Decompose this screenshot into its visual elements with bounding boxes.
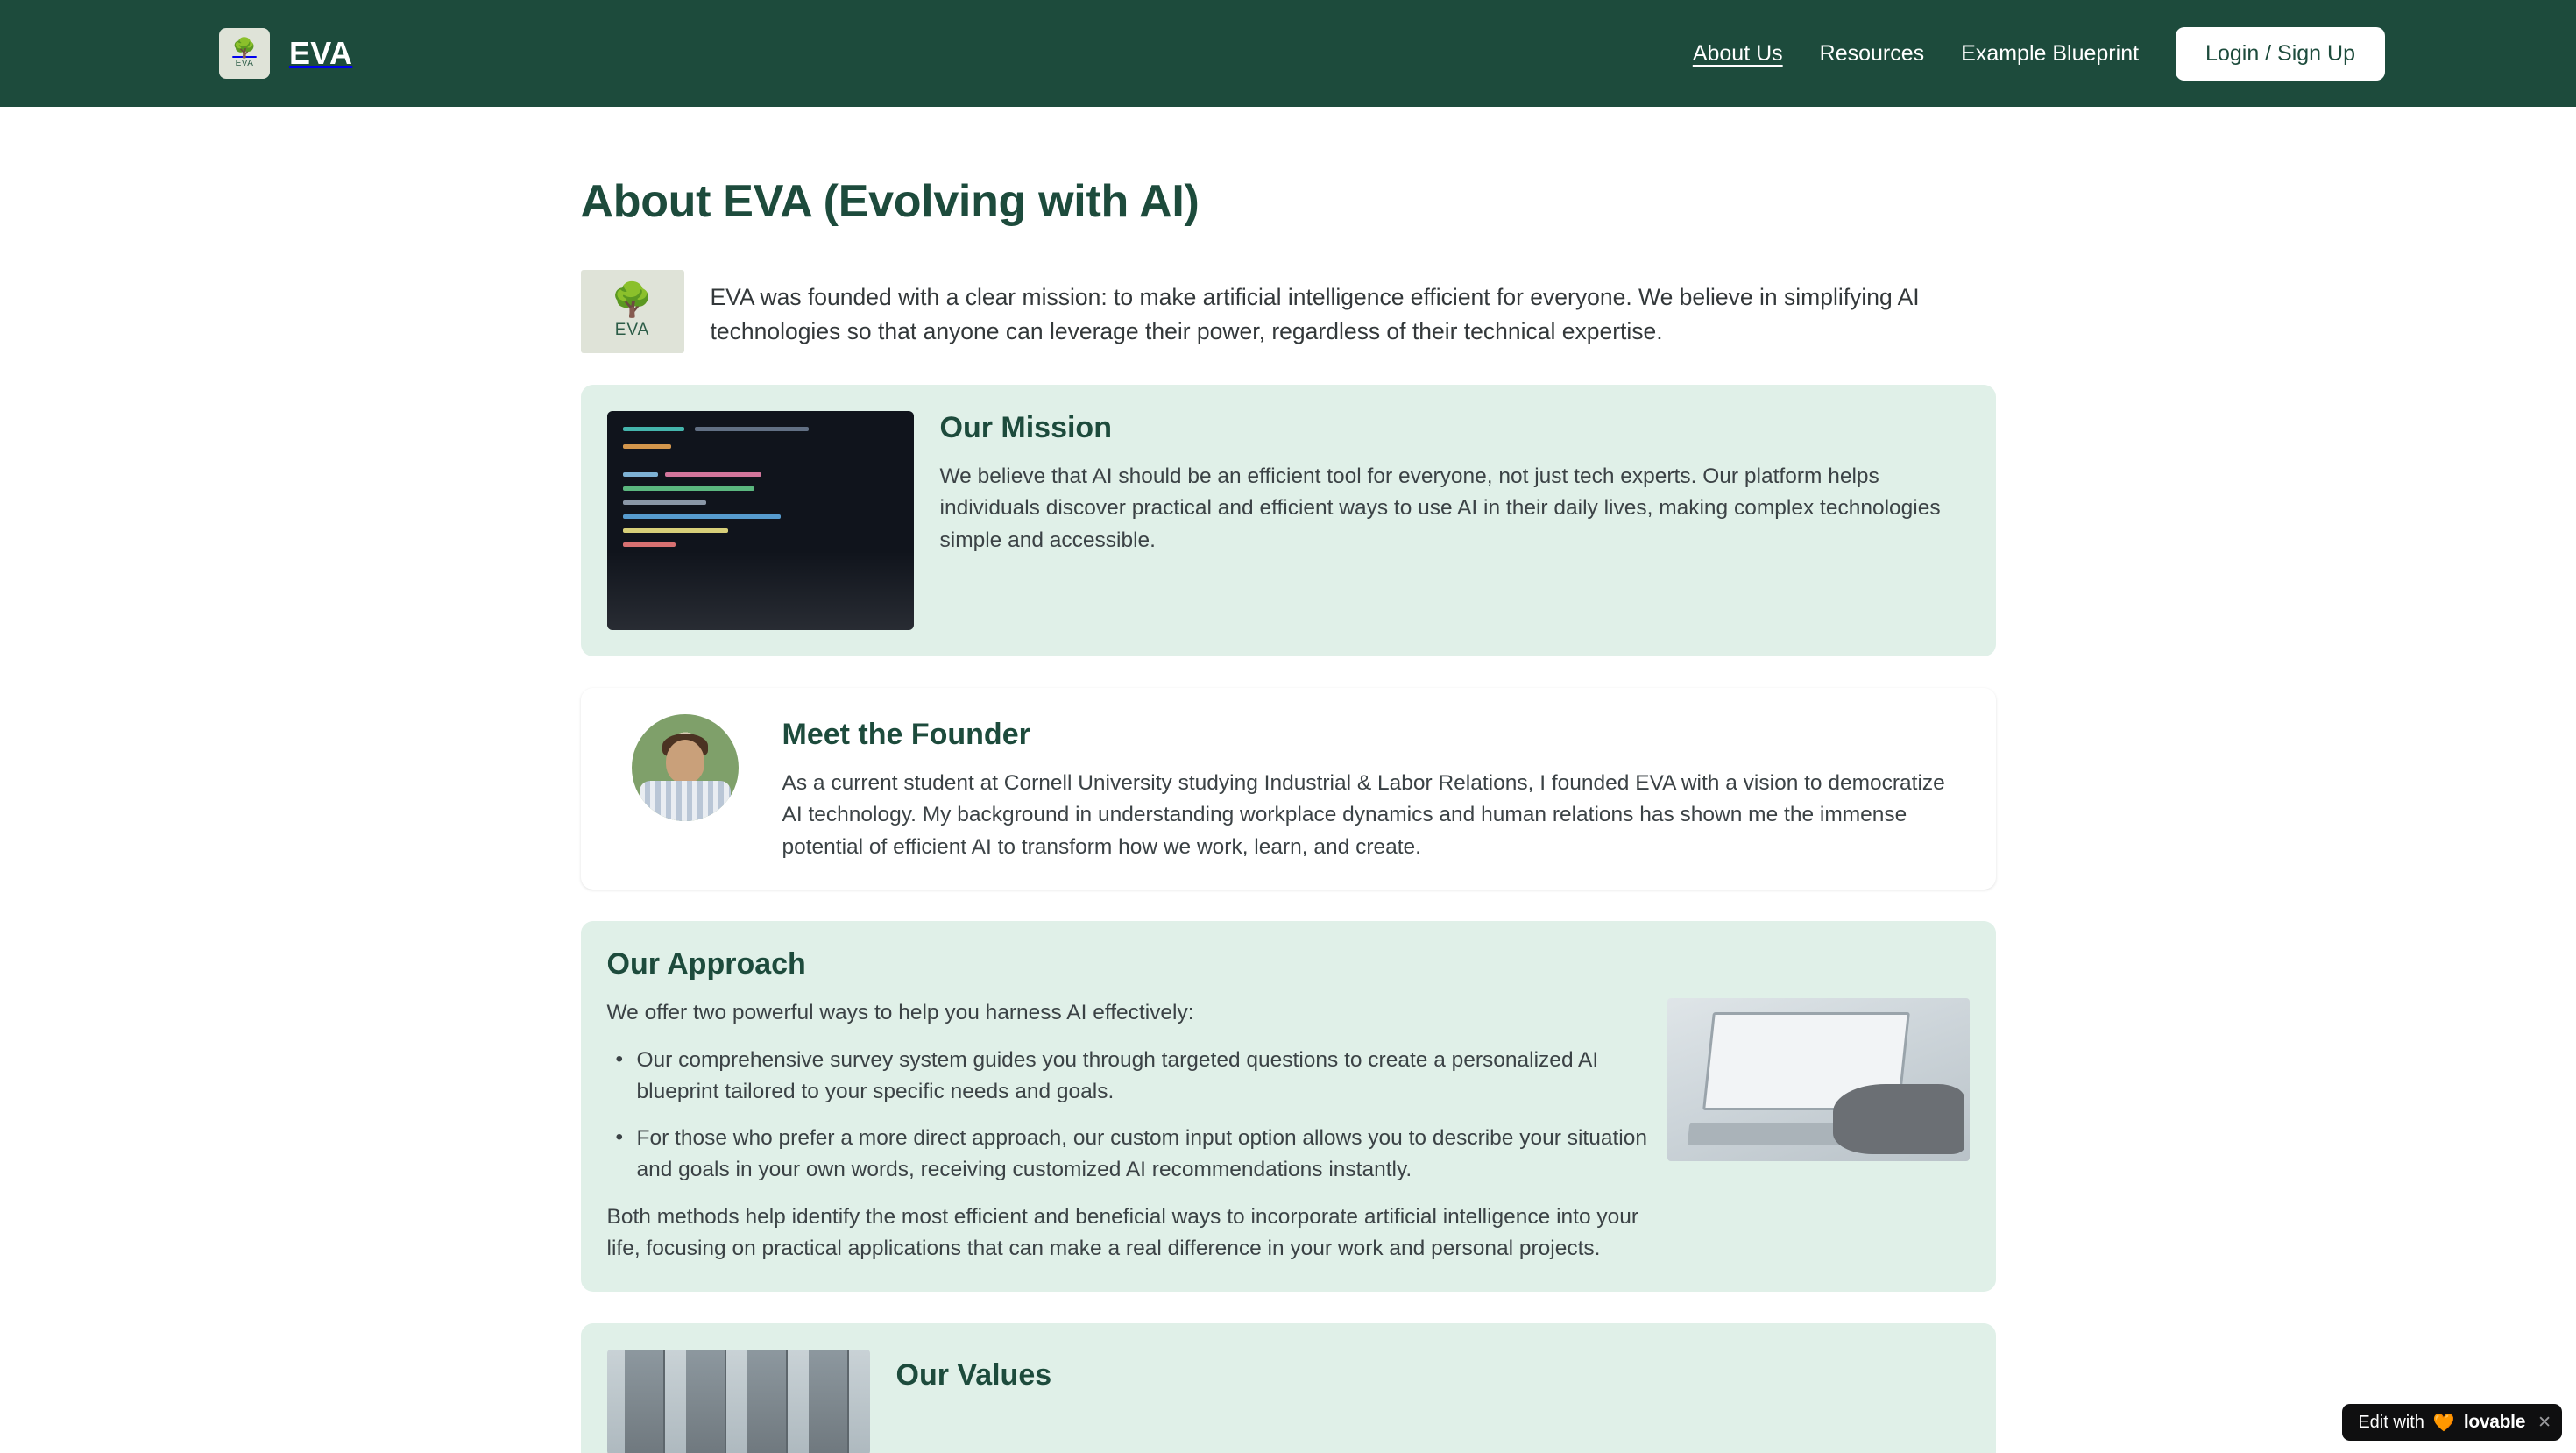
heart-icon: 🧡 xyxy=(2432,1413,2455,1433)
founder-body: As a current student at Cornell University studying Industrial & Labor Relations, I founded EVA with a vision to democratize AI technology. My background in understanding workplace dynamics and human relations has shown me the immense potential of efficient AI to transform how we work, learn, and create. xyxy=(782,771,1945,859)
approach-heading: Our Approach xyxy=(606,946,806,981)
brand-home-link[interactable] xyxy=(219,28,352,79)
lovable-wordmark: lovable xyxy=(2463,1412,2526,1432)
top-navigation-bar xyxy=(0,0,2576,107)
approach-bullet-list xyxy=(607,1045,1650,1186)
close-icon[interactable]: ✕ xyxy=(2537,1413,2551,1432)
values-heading: Our Values xyxy=(895,1357,1052,1392)
laptop-typing-image xyxy=(1667,998,1970,1161)
approach-card xyxy=(581,921,1996,1292)
page-content xyxy=(0,107,2576,1453)
edit-with-label: Edit with xyxy=(2358,1412,2424,1432)
approach-lead: We offer two powerful ways to help you harness AI effectively: xyxy=(606,1000,1194,1024)
founder-heading: Meet the Founder xyxy=(782,718,1030,751)
code-screenshot-image xyxy=(607,411,914,630)
logo-wordmark: EVA xyxy=(614,320,650,339)
mission-card xyxy=(581,385,1996,656)
nav-item-about-us[interactable]: About Us xyxy=(1692,40,1783,66)
intro-paragraph: EVA was founded with a clear mission: to make artificial intelligence efficient for everyone. We believe in simplifying AI technologies so that anyone can leverage their power, regardless of their technical expertise. xyxy=(710,284,1920,344)
logo-wordmark: EVA xyxy=(235,59,254,68)
lovable-edit-badge[interactable] xyxy=(2342,1404,2562,1441)
approach-bullet-1: • Our comprehensive survey system guides you through targeted questions to create a personalized AI blueprint tailored to your specific needs and goals. xyxy=(607,1045,1650,1109)
nav-item-example-blueprint[interactable]: Example Blueprint xyxy=(1961,40,2140,66)
login-signup-button[interactable]: Login / Sign Up xyxy=(2176,27,2385,81)
page-title: About EVA (Evolving with AI) xyxy=(580,176,1200,227)
brand-name: EVA xyxy=(289,35,353,71)
founder-card xyxy=(581,688,1996,890)
mission-body: We believe that AI should be an efficient tool for everyone, not just tech experts. Our platform helps individuals discover practical and efficient ways to use AI in their daily lives, making complex technologies simple and accessible. xyxy=(939,464,1941,552)
server-room-image xyxy=(607,1350,870,1453)
values-card xyxy=(581,1323,1996,1453)
approach-closing: Both methods help identify the most efficient and beneficial ways to incorporate artificial intelligence into your life, focusing on practical applications that can make a real difference in your work and personal projects. xyxy=(606,1205,1639,1261)
eva-mark-icon xyxy=(581,270,684,353)
tree-icon: 🌳 xyxy=(232,37,257,59)
eva-logo-icon xyxy=(219,28,270,79)
mission-heading: Our Mission xyxy=(939,411,1112,444)
approach-bullet-2: • For those who prefer a more direct approach, our custom input option allows you to describe your situation and goals in your own words, receiving customized AI recommendations instantly. xyxy=(607,1123,1650,1187)
nav-links-group xyxy=(1693,27,2385,81)
tree-icon: 🌳 xyxy=(611,281,654,319)
intro-section xyxy=(581,270,1996,353)
nav-item-resources[interactable]: Resources xyxy=(1819,40,1925,66)
founder-photo xyxy=(632,714,739,821)
